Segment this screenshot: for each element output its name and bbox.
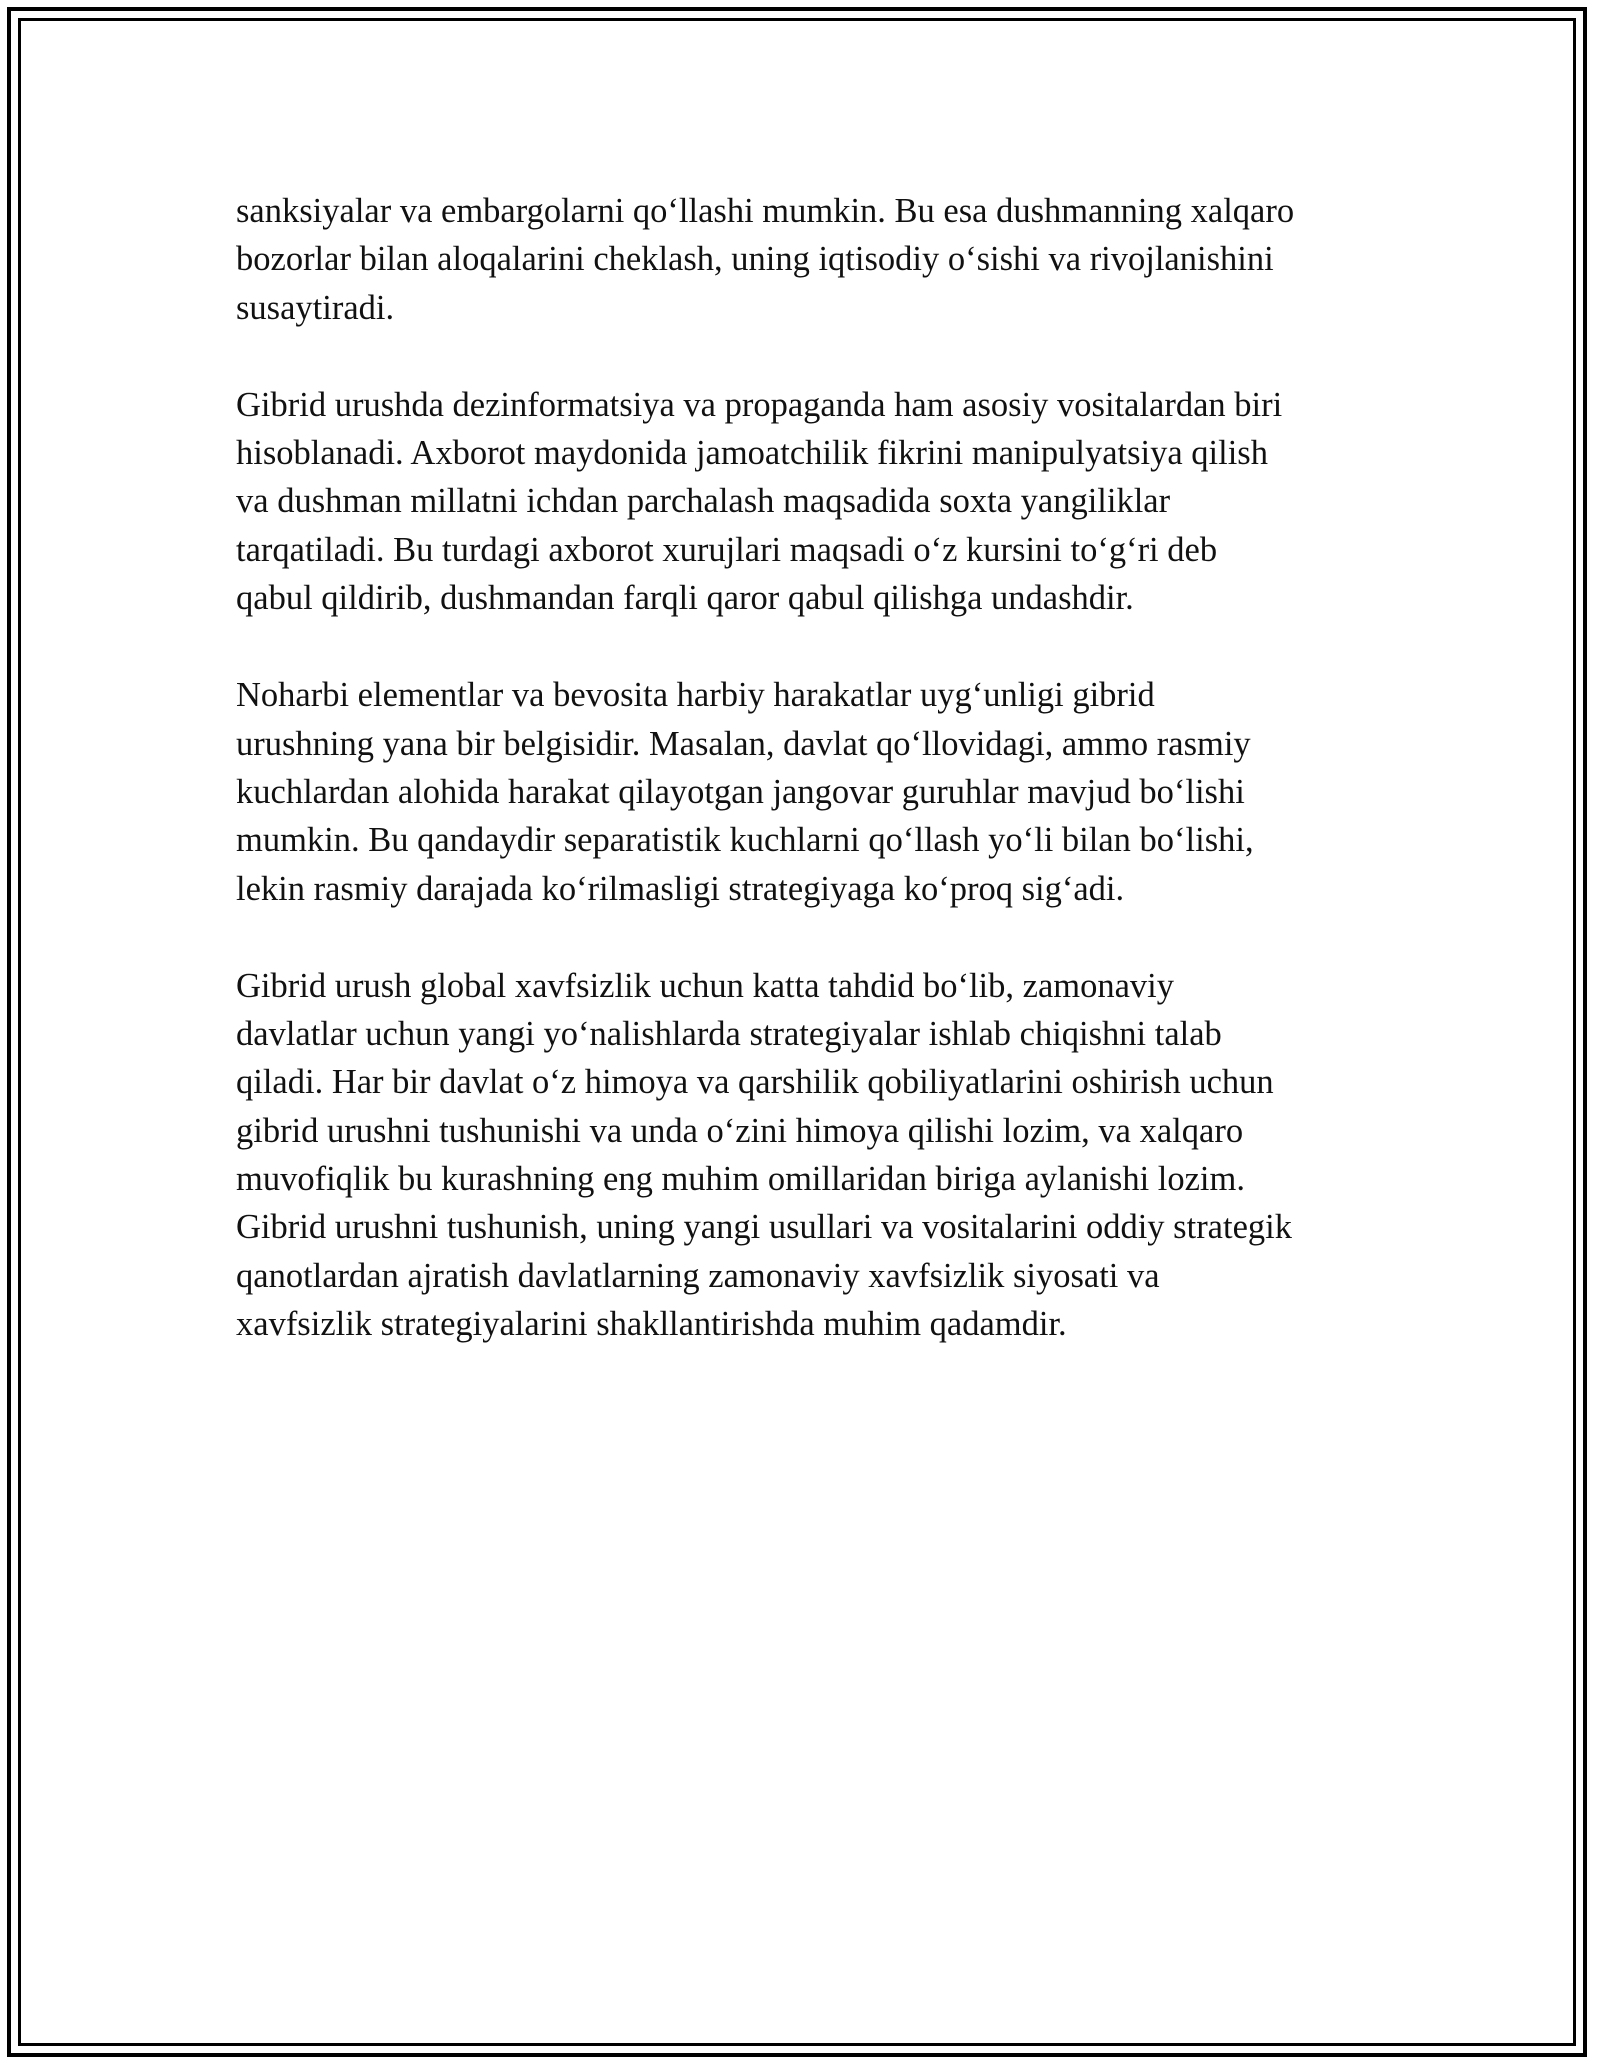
- text-line: davlatlar uchun yangi yoʻnalishlarda strategiyalar ishlab chiqishni talab: [236, 1015, 1222, 1054]
- paragraph-1: [236, 187, 1366, 332]
- text-line: xavfsizlik strategiyalarini shakllantirishda muhim qadamdir.: [236, 1304, 1067, 1343]
- text-line: va dushman millatni ichdan parchalash maqsadida soxta yangiliklar: [236, 482, 1171, 521]
- text-line: hisoblanadi. Axborot maydonida jamoatchilik fikrini manipulyatsiya qilish: [236, 434, 1268, 473]
- text-line: urushning yana bir belgisidir. Masalan, davlat qoʻllovidagi, ammo rasmiy: [236, 724, 1251, 763]
- text-line: bozorlar bilan aloqalarini cheklash, uning iqtisodiy oʻsishi va rivojlanishini: [236, 240, 1274, 279]
- paragraph-3: [236, 671, 1366, 912]
- text-line: qabul qildirib, dushmandan farqli qaror qabul qilishga undashdir.: [236, 579, 1134, 618]
- text-line: muvofiqlik bu kurashning eng muhim omillaridan biriga aylanishi lozim.: [236, 1160, 1245, 1199]
- text-line: Gibrid urush global xavfsizlik uchun katta tahdid boʻlib, zamonaviy: [236, 966, 1175, 1005]
- text-line: sanksiyalar va embargolarni qoʻllashi mumkin. Bu esa dushmanning xalqaro: [236, 192, 1295, 230]
- text-line: lekin rasmiy darajada koʻrilmasligi strategiyaga koʻproq sigʻadi.: [236, 869, 1125, 908]
- text-line: kuchlardan alohida harakat qilayotgan jangovar guruhlar mavjud boʻlishi: [236, 772, 1245, 811]
- paragraph-4: [236, 962, 1366, 1348]
- document-body: [236, 187, 1366, 1397]
- text-line: susaytiradi.: [236, 288, 395, 327]
- text-line: Gibrid urushda dezinformatsiya va propaganda ham asosiy vositalardan biri: [236, 385, 1283, 424]
- text-line: tarqatiladi. Bu turdagi axborot xurujlari maqsadi oʻz kursini toʻgʻri deb: [236, 530, 1218, 569]
- text-line: mumkin. Bu qandaydir separatistik kuchlarni qoʻllash yoʻli bilan boʻlishi,: [236, 821, 1254, 860]
- text-line: qanotlardan ajratish davlatlarning zamonaviy xavfsizlik siyosati va: [236, 1256, 1160, 1295]
- paragraph-2: [236, 381, 1366, 622]
- text-line: gibrid urushni tushunishi va unda oʻzini himoya qilishi lozim, va xalqaro: [236, 1111, 1244, 1150]
- text-line: Noharbi elementlar va bevosita harbiy harakatlar uygʻunligi gibrid: [236, 676, 1155, 715]
- text-line: qiladi. Har bir davlat oʻz himoya va qarshilik qobiliyatlarini oshirish uchun: [236, 1063, 1274, 1102]
- text-line: Gibrid urushni tushunish, uning yangi usullari va vositalarini oddiy strategik: [236, 1208, 1292, 1247]
